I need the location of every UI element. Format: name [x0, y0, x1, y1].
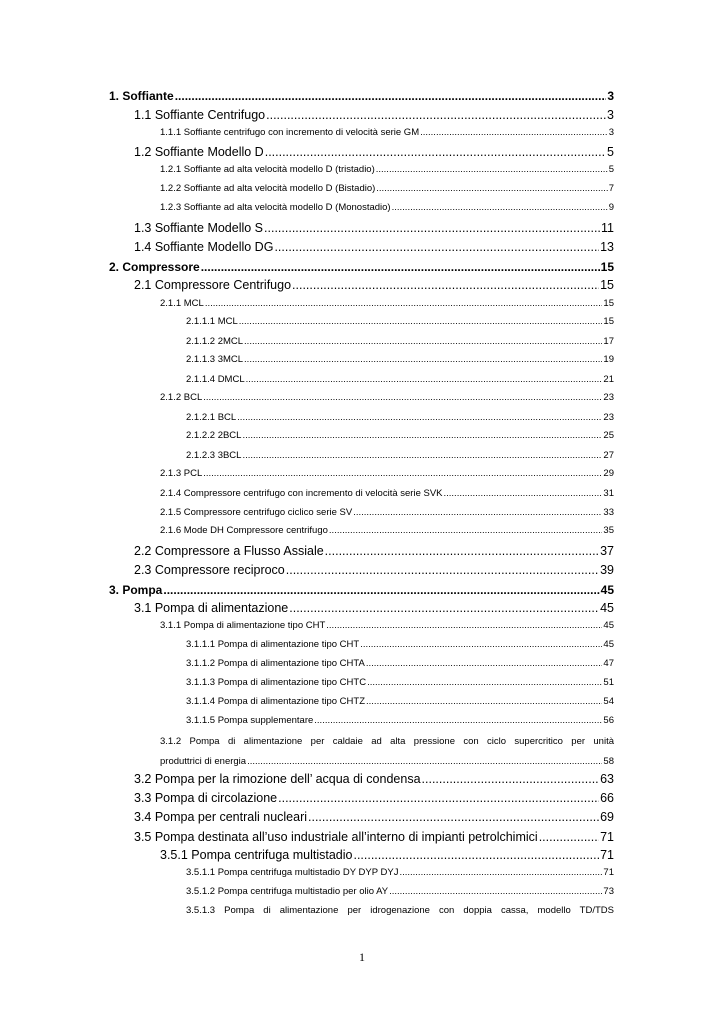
- toc-entry[interactable]: [134, 145, 614, 159]
- toc-entry-label: 3.2 Pompa per la rimozione dell’ acqua di condensa: [134, 772, 421, 786]
- toc-entry-label: 3.1.1.5 Pompa supplementare: [186, 715, 314, 726]
- toc-entry[interactable]: [186, 354, 614, 365]
- dot-leader: [242, 430, 602, 441]
- toc-page-number: 66: [600, 791, 614, 805]
- toc-entry[interactable]: [186, 412, 614, 423]
- toc-entry-label: 2.1.2.3 3BCL: [186, 450, 242, 461]
- toc-entry[interactable]: [160, 127, 614, 138]
- toc-page-number: 45: [603, 620, 614, 631]
- toc-page-number: 11: [601, 221, 614, 235]
- toc-entry-label: 3.1.1.1 Pompa di alimentazione tipo CHT: [186, 639, 360, 650]
- toc-entry-label: 3.3 Pompa di circolazione: [134, 791, 278, 805]
- toc-entry-label: 1.2.3 Soffiante ad alta velocità modello D (Monostadio): [160, 202, 391, 213]
- toc-entry-label: 2.1.2.1 BCL: [186, 412, 237, 423]
- toc-entry-label: 2.1.4 Compressore centrifugo con incremento di velocità serie SVK: [160, 488, 443, 499]
- toc-entry-label: 3.1 Pompa di alimentazione: [134, 601, 289, 615]
- toc-page-number: 54: [603, 696, 614, 707]
- toc-page-number: 17: [603, 336, 614, 347]
- toc-page-number: 3: [607, 89, 614, 103]
- toc-page-number: 25: [603, 430, 614, 441]
- toc-entry-label: 2. Compressore: [109, 260, 200, 274]
- toc-entry[interactable]: [160, 736, 614, 747]
- dot-leader: [539, 830, 599, 844]
- toc-entry-label: 2.1.1.2 2MCL: [186, 336, 244, 347]
- toc-entry-label-continued: produttrici di energia: [160, 756, 247, 767]
- dot-leader: [399, 867, 602, 878]
- toc-page-number: 31: [603, 488, 614, 499]
- toc-entry-label: 3.1.1.2 Pompa di alimentazione tipo CHTA: [186, 658, 365, 669]
- toc-entry[interactable]: [134, 563, 614, 577]
- dot-leader: [244, 336, 602, 347]
- dot-leader: [292, 278, 599, 292]
- toc-page-number: 37: [600, 544, 614, 558]
- dot-leader: [389, 886, 602, 897]
- toc-entry-label: 2.1 Compressore Centrifugo: [134, 278, 292, 292]
- toc-page-number: 21: [603, 374, 614, 385]
- dot-leader: [266, 108, 606, 122]
- toc-page-number: 29: [603, 468, 614, 479]
- toc-entry[interactable]: [160, 525, 614, 536]
- toc-entry-label: 3.5.1.1 Pompa centrifuga multistadio DY DYP DYJ: [186, 867, 399, 878]
- toc-entry-label: 2.1.1.1 MCL: [186, 316, 238, 327]
- toc-entry[interactable]: [134, 810, 614, 824]
- toc-page-number: 33: [603, 507, 614, 518]
- toc-entry-label: 3. Pompa: [109, 583, 163, 597]
- toc-entry[interactable]: [186, 450, 614, 461]
- dot-leader: [376, 183, 607, 194]
- toc-page-number: 23: [603, 392, 614, 403]
- toc-entry[interactable]: [134, 240, 614, 254]
- toc-entry-label: 2.1.1.3 3MCL: [186, 354, 244, 365]
- dot-leader: [264, 221, 600, 235]
- toc-entry-label: 2.3 Compressore reciproco: [134, 563, 285, 577]
- toc-entry-label: 3.4 Pompa per centrali nucleari: [134, 810, 308, 824]
- toc-page-number: 56: [603, 715, 614, 726]
- dot-leader: [244, 354, 602, 365]
- toc-page-number: 15: [603, 316, 614, 327]
- toc-page-number: 45: [600, 583, 614, 597]
- dot-leader: [247, 756, 602, 767]
- toc-entry[interactable]: [160, 164, 614, 175]
- dot-leader: [289, 601, 599, 615]
- toc-entry[interactable]: [186, 430, 614, 441]
- toc-entry-label: 2.1.1.4 DMCL: [186, 374, 245, 385]
- dot-leader: [392, 202, 608, 213]
- toc-page-number: 39: [600, 563, 614, 577]
- toc-page-number: 47: [603, 658, 614, 669]
- toc-page-number: 27: [603, 450, 614, 461]
- page-number: 1: [359, 950, 365, 964]
- toc-entry[interactable]: [186, 639, 614, 650]
- toc-page-number: 45: [600, 601, 614, 615]
- toc-entry[interactable]: [134, 108, 614, 122]
- toc-entry-label: 2.1.3 PCL: [160, 468, 203, 479]
- toc-entry[interactable]: [186, 336, 614, 347]
- dot-leader: [278, 791, 599, 805]
- toc-page-number: 23: [603, 412, 614, 423]
- toc-entry[interactable]: [160, 488, 614, 499]
- toc-entry-label: 2.1.5 Compressore centrifugo ciclico serie SV: [160, 507, 353, 518]
- dot-leader: [175, 89, 607, 103]
- toc-page-number: 35: [603, 525, 614, 536]
- toc-page-number: 63: [600, 772, 614, 786]
- toc-page-number: 9: [608, 202, 614, 213]
- toc-entry[interactable]: [160, 507, 614, 518]
- toc-entry-label: 1.3 Soffiante Modello S: [134, 221, 264, 235]
- toc-entry-label: 1.2 Soffiante Modello D: [134, 145, 264, 159]
- toc-entry-label: 2.1.2 BCL: [160, 392, 203, 403]
- dot-leader: [422, 772, 600, 786]
- dot-leader: [308, 810, 599, 824]
- toc-entry[interactable]: [186, 867, 614, 878]
- toc-entry[interactable]: [134, 221, 614, 235]
- toc-entry-label: 3.5.1 Pompa centrifuga multistadio: [160, 848, 353, 862]
- toc-entry[interactable]: [109, 89, 614, 103]
- toc-entry-label: 1.1 Soffiante Centrifugo: [134, 108, 266, 122]
- dot-leader: [314, 715, 602, 726]
- dot-leader: [366, 658, 603, 669]
- toc-entry-label: 3.5.1.3 Pompa di alimentazione per idrogenazione con doppia cassa, modello TD/TDS: [186, 905, 614, 916]
- toc-page-number: 5: [607, 145, 614, 159]
- toc-entry[interactable]: [160, 183, 614, 194]
- toc-entry[interactable]: [160, 620, 614, 631]
- dot-leader: [237, 412, 602, 423]
- toc-entry-label: 3.1.1 Pompa di alimentazione tipo CHT: [160, 620, 326, 631]
- toc-entry-continuation[interactable]: [160, 756, 614, 767]
- toc-entry-label: 2.1.6 Mode DH Compressore centrifugo: [160, 525, 328, 536]
- toc-entry[interactable]: [160, 202, 614, 213]
- dot-leader: [353, 507, 602, 518]
- toc-page-number: 45: [603, 639, 614, 650]
- dot-leader: [444, 488, 603, 499]
- dot-leader: [239, 316, 603, 327]
- dot-leader: [325, 544, 599, 558]
- toc-entry[interactable]: [160, 848, 614, 862]
- toc-entry[interactable]: [186, 677, 614, 688]
- toc-entry[interactable]: [160, 468, 614, 479]
- toc-entry-label: 2.1.1 MCL: [160, 298, 204, 309]
- toc-page-number: 71: [600, 848, 614, 862]
- toc-page-number: 3: [608, 127, 614, 138]
- toc-entry[interactable]: [160, 298, 614, 309]
- toc-entry-label: 3.5.1.2 Pompa centrifuga multistadio per olio AY: [186, 886, 389, 897]
- toc-entry[interactable]: [186, 658, 614, 669]
- toc-entry[interactable]: [109, 260, 614, 274]
- toc-entry[interactable]: [186, 696, 614, 707]
- toc-page-number: 51: [603, 677, 614, 688]
- toc-entry-label: 2.1.2.2 2BCL: [186, 430, 242, 441]
- dot-leader: [360, 639, 602, 650]
- toc-entry-label: 1.4 Soffiante Modello DG: [134, 240, 274, 254]
- toc-entry-label: 3.1.1.3 Pompa di alimentazione tipo CHTC: [186, 677, 367, 688]
- dot-leader: [366, 696, 602, 707]
- dot-leader: [246, 374, 603, 385]
- toc-page-number: 58: [603, 756, 614, 767]
- dot-leader: [420, 127, 608, 138]
- toc-entry[interactable]: [134, 772, 614, 786]
- toc-entry[interactable]: [186, 715, 614, 726]
- dot-leader: [203, 392, 602, 403]
- dot-leader: [205, 298, 603, 309]
- dot-leader: [286, 563, 599, 577]
- dot-leader: [376, 164, 608, 175]
- toc-page-number: 15: [600, 260, 614, 274]
- dot-leader: [163, 583, 599, 597]
- dot-leader: [367, 677, 602, 688]
- toc-entry[interactable]: [134, 830, 614, 844]
- dot-leader: [265, 145, 606, 159]
- toc-page-number: 3: [607, 108, 614, 122]
- dot-leader: [326, 620, 602, 631]
- dot-leader: [203, 468, 602, 479]
- toc-page-number: 13: [600, 240, 614, 254]
- toc-entry[interactable]: [186, 905, 614, 916]
- toc-entry[interactable]: [134, 278, 614, 292]
- toc-page-number: 73: [603, 886, 614, 897]
- toc-page-number: 5: [608, 164, 614, 175]
- toc-entry-label: 1.2.1 Soffiante ad alta velocità modello D (tristadio): [160, 164, 375, 175]
- toc-page-number: 69: [600, 810, 614, 824]
- toc-entry[interactable]: [186, 316, 614, 327]
- toc-entry[interactable]: [186, 886, 614, 897]
- toc-page-number: 71: [603, 867, 614, 878]
- toc-page-number: 15: [600, 278, 614, 292]
- toc-entry-label: 3.1.1.4 Pompa di alimentazione tipo CHTZ: [186, 696, 366, 707]
- toc-entry[interactable]: [134, 544, 614, 558]
- toc-page-number: 7: [608, 183, 614, 194]
- toc-entry-label: 1.1.1 Soffiante centrifugo con incremento di velocità serie GM: [160, 127, 420, 138]
- toc-page-number: 15: [603, 298, 614, 309]
- toc-page-number: 71: [600, 830, 614, 844]
- toc-entry[interactable]: [134, 601, 614, 615]
- toc-entry[interactable]: [134, 791, 614, 805]
- dot-leader: [201, 260, 600, 274]
- dot-leader: [329, 525, 603, 536]
- toc-entry-label: 3.1.2 Pompa di alimentazione per caldaie ad alta pressione con ciclo supercritico per unità: [160, 736, 614, 747]
- dot-leader: [353, 848, 599, 862]
- toc-entry-label: 2.2 Compressore a Flusso Assiale: [134, 544, 324, 558]
- toc-entry-label: 1. Soffiante: [109, 89, 174, 103]
- dot-leader: [242, 450, 602, 461]
- toc-entry-label: 3.5 Pompa destinata all’uso industriale all’interno di impianti petrolchimici: [134, 830, 538, 844]
- toc-entry[interactable]: [109, 583, 614, 597]
- toc-entry[interactable]: [160, 392, 614, 403]
- toc-page-number: 19: [603, 354, 614, 365]
- dot-leader: [274, 240, 599, 254]
- toc-entry-label: 1.2.2 Soffiante ad alta velocità modello D (Bistadio): [160, 183, 376, 194]
- toc-entry[interactable]: [186, 374, 614, 385]
